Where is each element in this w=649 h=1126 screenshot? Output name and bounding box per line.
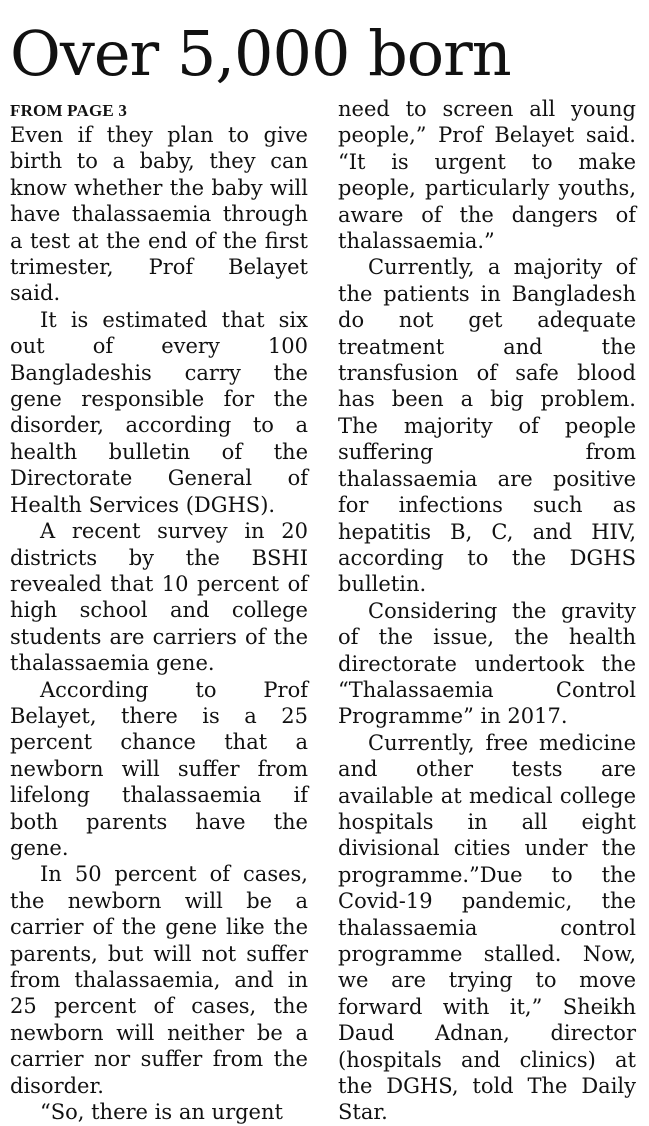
- paragraph: It is estimated that six out of every 100 Bangladeshis carry the gene responsible for the disorder, according to a health bulletin of the Directorate General of Health Services (DGHS).: [10, 307, 308, 517]
- paragraph: Currently, free medicine and other tests are available at medical college hospitals in all eight divisional cities under the programme.”Due to the Covid-19 pandemic, the thalassaemia control programme stalled. Now, we are trying to move forward with it,” Sheikh Daud Adnan, director (hospitals and clinics) at the DGHS, told The Daily Star.: [338, 730, 636, 1125]
- paragraph: According to Prof Belayet, there is a 25 percent chance that a newborn will suffer from lifelong thalassaemia if both parents have the gene.: [10, 677, 308, 860]
- paragraph: Considering the gravity of the issue, the health directorate undertook the “Thalassaemia Control Programme” in 2017.: [338, 598, 636, 729]
- left-column: [10, 100, 308, 1125]
- paragraph: A recent survey in 20 districts by the BSHI revealed that 10 percent of high school and college students are carriers of the thalassaemia gene.: [10, 519, 308, 676]
- continued-from-label: FROM PAGE 3: [10, 101, 128, 120]
- paragraph: Currently, a majority of the patients in Bangladesh do not get adequate treatment and the transfusion of safe blood has been a big problem. The majority of people suffering from thalassaemia are positive for infections such as hepatitis B, C, and HIV, according to the DGHS bulletin.: [338, 255, 636, 597]
- right-column: [338, 96, 636, 1126]
- paragraph: need to screen all young people,” Prof Belayet said. “It is urgent to make people, particularly youths, aware of the dangers of thalassaemia.”: [338, 97, 636, 254]
- paragraph: Even if they plan to give birth to a baby, they can know whether the baby will have thalassaemia through a test at the end of the first trimester, Prof Belayet said.: [10, 123, 308, 306]
- paragraph: “So, there is an urgent: [40, 1100, 283, 1125]
- paragraph: In 50 percent of cases, the newborn will be a carrier of the gene like the parents, but will not suffer from thalassaemia, and in 25 percent of cases, the newborn will neither be a carrier nor suffer from the disorder.: [10, 862, 308, 1098]
- headline: Over 5,000 born: [10, 17, 511, 90]
